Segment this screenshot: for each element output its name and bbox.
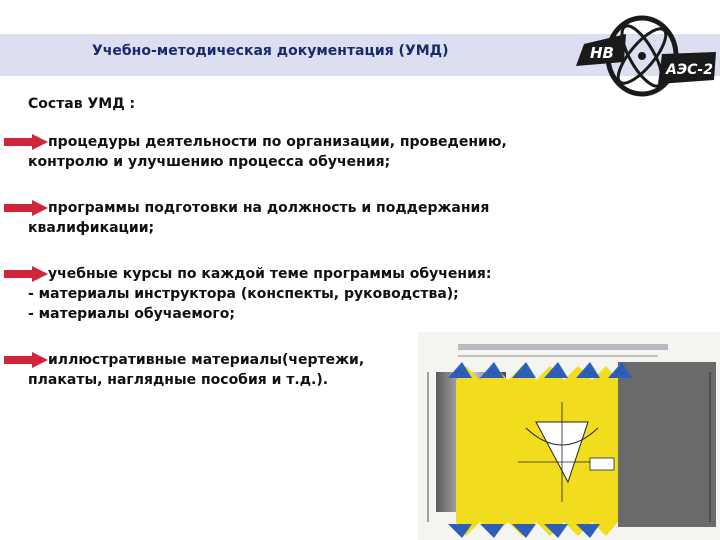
list-item-line: - материалы инструктора (конспекты, руководства); bbox=[28, 286, 459, 302]
red-arrow-icon bbox=[4, 200, 48, 216]
content-heading: Состав УМД : bbox=[28, 96, 136, 112]
list-item bbox=[28, 264, 608, 324]
list-item-line: квалификации; bbox=[28, 220, 155, 236]
list-item-line: программы подготовки на должность и поддержания bbox=[48, 200, 490, 216]
list-item-line: контролю и улучшению процесса обучения; bbox=[28, 154, 391, 170]
red-arrow-icon bbox=[4, 134, 48, 150]
thread-drawing-image bbox=[418, 332, 720, 540]
list-item-line: учебные курсы по каждой теме программы обучения: bbox=[48, 266, 492, 282]
list-item-line: плакаты, наглядные пособия и т.д.). bbox=[28, 372, 329, 388]
logo-text-left: НВ bbox=[590, 44, 614, 62]
list-item-line: иллюстративные материалы(чертежи, bbox=[48, 352, 365, 368]
list-item bbox=[28, 198, 608, 238]
atom-logo-icon bbox=[566, 6, 720, 100]
page-title: Учебно-методическая документация (УМД) bbox=[92, 43, 449, 59]
list-item-line: процедуры деятельности по организации, проведению, bbox=[48, 134, 507, 150]
logo-text-right: АЭС-2 bbox=[666, 62, 713, 78]
list-item bbox=[28, 132, 608, 172]
red-arrow-icon bbox=[4, 266, 48, 282]
red-arrow-icon bbox=[4, 352, 48, 368]
list-item-line: - материалы обучаемого; bbox=[28, 306, 235, 322]
